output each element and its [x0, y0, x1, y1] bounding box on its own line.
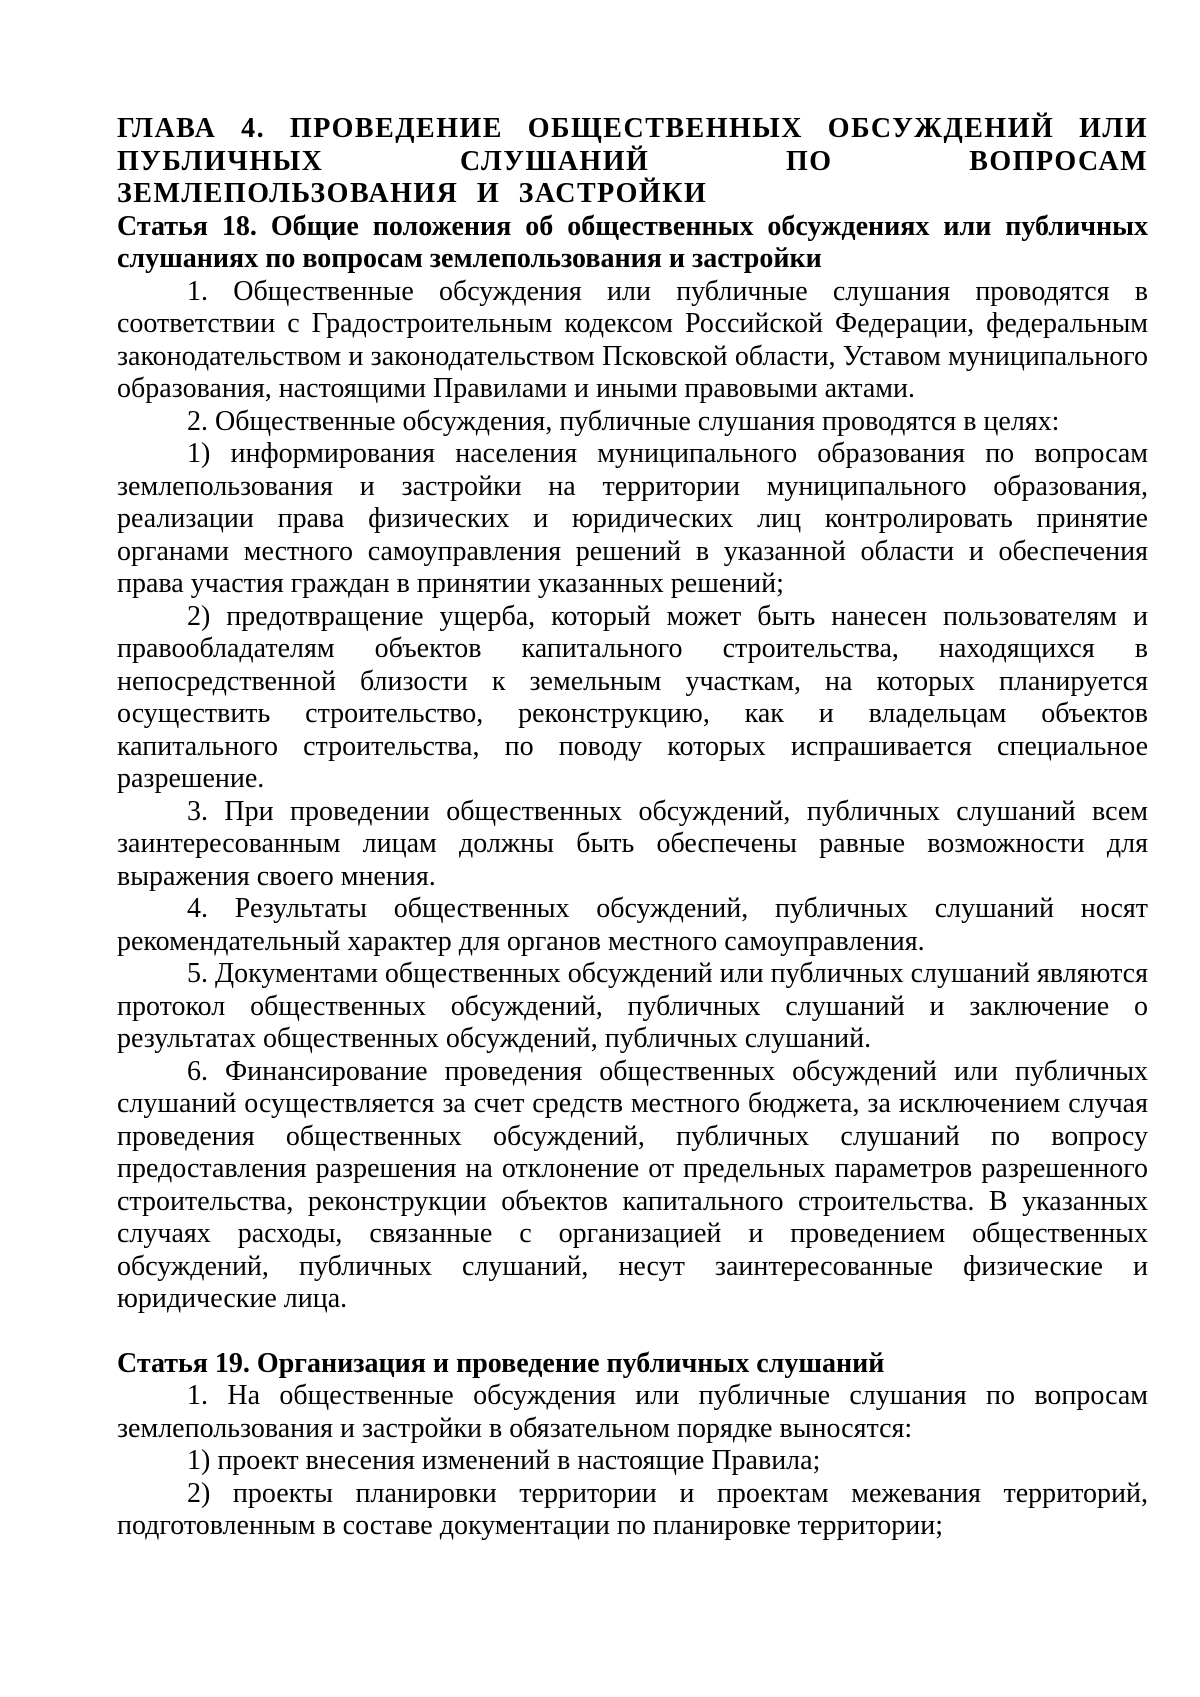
document-page [117, 113, 1148, 1543]
article-18-paragraph-1: 1. Общественные обсуждения или публичные слушания проводятся в соответствии с Градостроительным кодексом Российской Федерации, федеральным законодательством и законодательством Псковской области, Уставом муниципального образования, настоящими Правилами и иными правовыми актами. [117, 275, 1148, 404]
article-18-item-1: 1) информирования населения муниципального образования по вопросам землепользования и застройки на территории муниципального образования, реализации права физических и юридических лиц контролировать принятие органами местного самоуправления решений в указанной области и обеспечения права участия граждан в принятии указанных решений; [117, 438, 1148, 599]
article-18-paragraph-5: 5. Документами общественных обсуждений или публичных слушаний являются протокол общественных обсуждений, публичных слушаний и заключение о результатах общественных обсуждений, публичных слушаний. [117, 958, 1148, 1054]
article-18-paragraph-6: 6. Финансирование проведения общественных обсуждений или публичных слушаний осуществляется за счет средств местного бюджета, за исключением случая проведения общественных обсуждений, публичных слушаний по вопросу предоставления разрешения на отклонение от предельных параметров разрешенного строительства, реконструкции объектов капитального строительства. В указанных случаях расходы, связанные с организацией и проведением общественных обсуждений, публичных слушаний, несут заинтересованные физические и юридические лица. [117, 1055, 1148, 1314]
chapter-heading: ГЛАВА 4. ПРОВЕДЕНИЕ ОБЩЕСТВЕННЫХ ОБСУЖДЕНИЙ ИЛИ ПУБЛИЧНЫХ СЛУШАНИЙ ПО ВОПРОСАМ ЗЕМЛЕПОЛЬЗОВАНИЯ И ЗАСТРОЙКИ [117, 113, 1148, 209]
article-18-title: Статья 18. Общие положения об общественных обсуждениях или публичных слушаниях по вопросам землепользования и застройки [117, 210, 1148, 274]
article-19-paragraph-1: 1. На общественные обсуждения или публичные слушания по вопросам землепользования и застройки в обязательном порядке выносятся: [117, 1380, 1148, 1444]
article-18-item-2: 2) предотвращение ущерба, который может быть нанесен пользователям и правообладателям объектов капитального строительства, находящихся в непосредственной близости к земельным участкам, на которых планируется осуществить строительство, реконструкцию, как и владельцам объектов капитального строительства, по поводу которых испрашивается специальное разрешение. [117, 600, 1148, 794]
article-19-title: Статья 19. Организация и проведение публичных слушаний [117, 1347, 885, 1379]
article-18-paragraph-4: 4. Результаты общественных обсуждений, публичных слушаний носят рекомендательный характер для органов местного самоуправления. [117, 893, 1148, 957]
section-gap [117, 1316, 1148, 1348]
article-19-item-1: 1) проект внесения изменений в настоящие Правила; [187, 1445, 821, 1476]
article-18-paragraph-3: 3. При проведении общественных обсуждений, публичных слушаний всем заинтересованным лицам должны быть обеспечены равные возможности для выражения своего мнения. [117, 795, 1148, 892]
article-19-item-2: 2) проекты планировки территории и проектам межевания территорий, подготовленным в составе документации по планировке территории; [117, 1477, 1148, 1541]
article-18-paragraph-2: 2. Общественные обсуждения, публичные слушания проводятся в целях: [187, 405, 1060, 437]
